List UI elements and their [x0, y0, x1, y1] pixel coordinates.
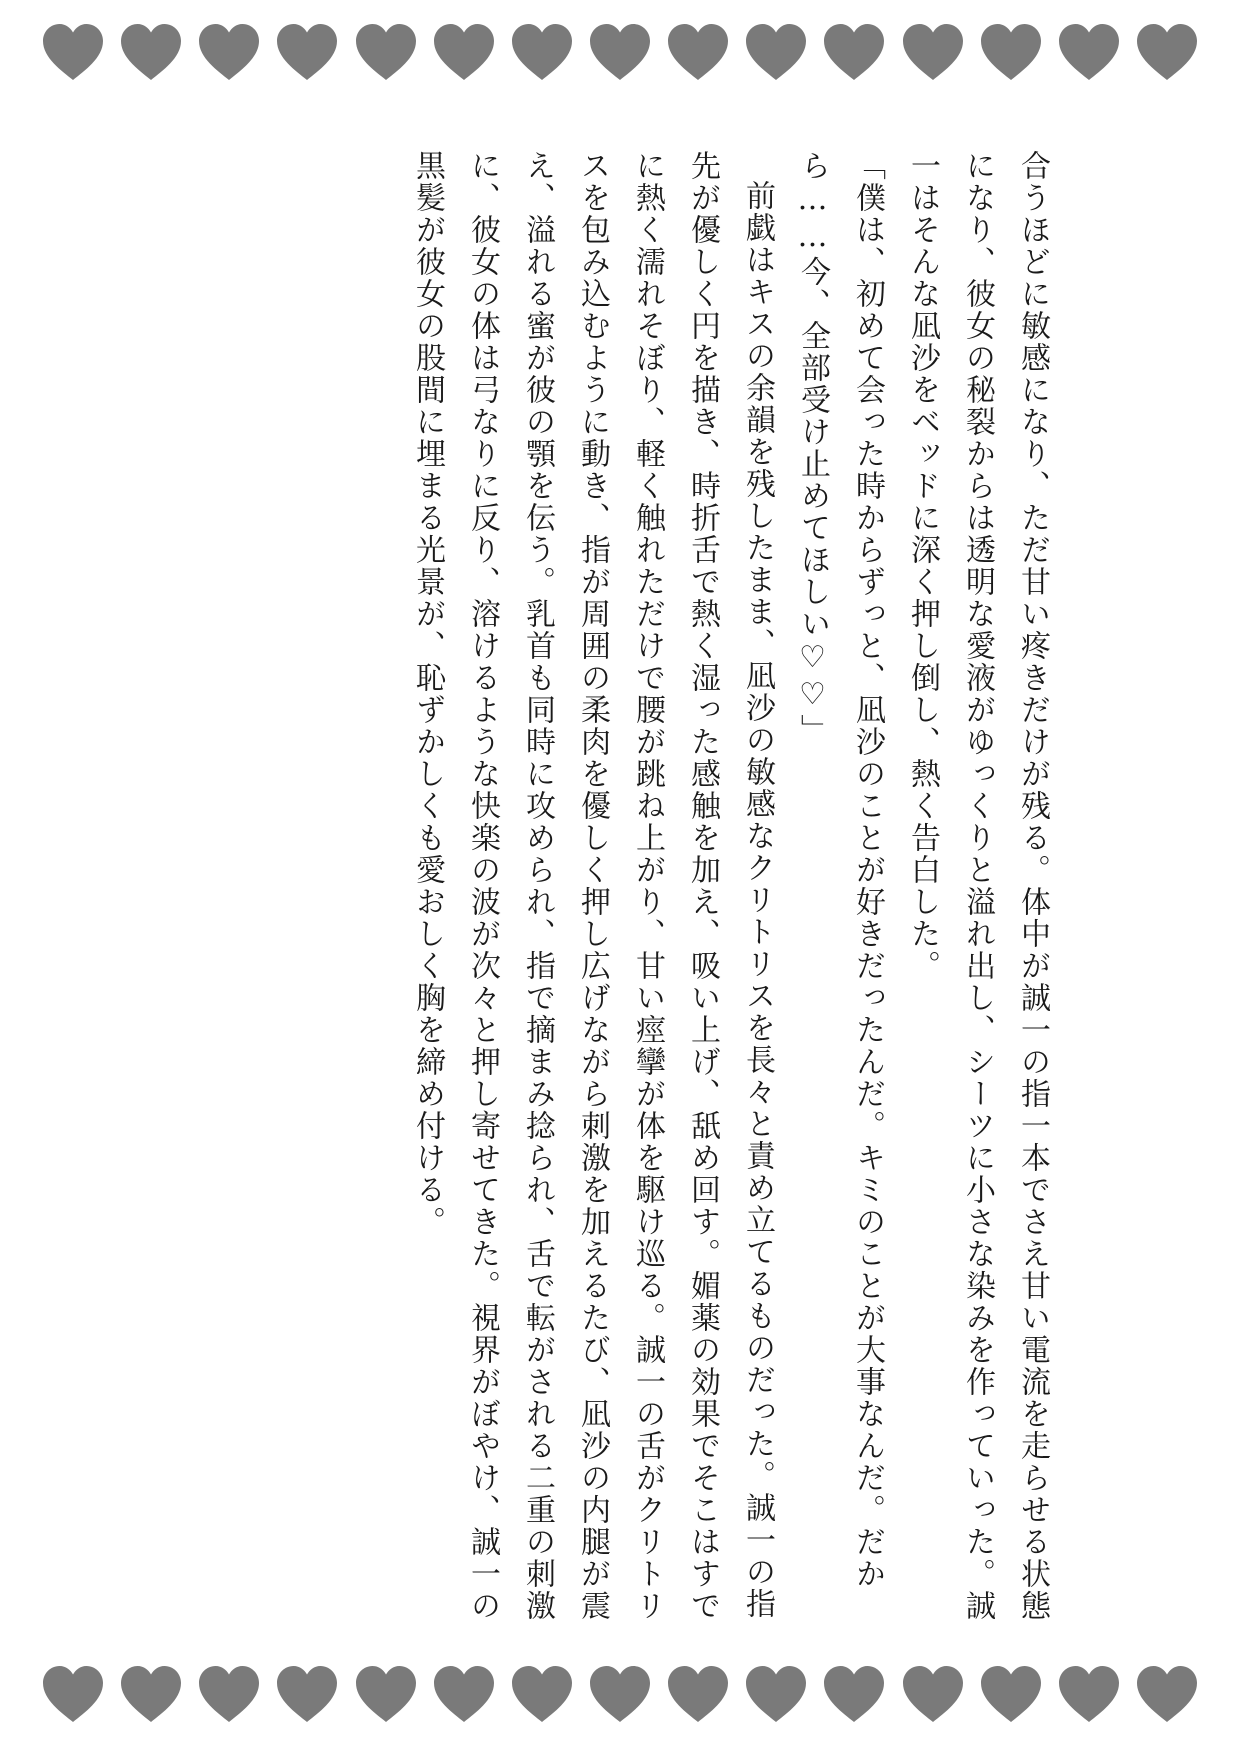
- bottom-heart-border: [40, 1662, 1200, 1726]
- heart-icon: [900, 1664, 966, 1724]
- heart-icon: [431, 22, 497, 82]
- heart-icon: [353, 1664, 419, 1724]
- heart-icon: [274, 22, 340, 82]
- heart-icon: [196, 1664, 262, 1724]
- vertical-text-body: [220, 150, 1060, 1630]
- heart-icon: [1056, 1664, 1122, 1724]
- heart-icon: [665, 1664, 731, 1724]
- heart-icon: [587, 1664, 653, 1724]
- heart-icon: [743, 22, 809, 82]
- heart-icon: [978, 1664, 1044, 1724]
- heart-icon: [274, 1664, 340, 1724]
- heart-icon: [978, 22, 1044, 82]
- heart-icon: [1134, 1664, 1200, 1724]
- heart-icon: [118, 22, 184, 82]
- heart-icon: [40, 22, 106, 82]
- heart-icon: [509, 22, 575, 82]
- paragraph-3: 前戯はキスの余韻を残したまま、凪沙の敏感なクリトリスを長々と責め立てるものだった。誠一の指先が優しく円を描き、時折舌で熱く湿った感触を加え、吸い上げ、舐め回す。媚薬の効果でそこはすでに熱く濡れそぼり、軽く触れただけで腰が跳ね上がり、甘い痙攣が体を駆け巡る。誠一の舌がクリトリスを包み込むように動き、指が周囲の柔肉を優しく押し広げながら刺激を加えるたび、凪沙の内腿が震え、溢れる蜜が彼の顎を伝う。乳首も同時に攻められ、指で摘まみ捻られ、舌で転がされる二重の刺激に、彼女の体は弓なりに反り、溶けるような快楽の波が次々と押し寄せてきた。視界がぼやけ、誠一の黒髪が彼女の股間に埋まる光景が、恥ずかしくも愛おしく胸を締め付ける。: [410, 150, 775, 1622]
- heart-icon: [821, 1664, 887, 1724]
- paragraph-2-dialogue: 「僕は、初めて会った時からずっと、凪沙のことが好きだったんだ。キミのことが大事なんだ。だから……今、全部受け止めてほしい♡♡」: [795, 150, 885, 1590]
- paragraph-1: 合うほどに敏感になり、ただ甘い疼きだけが残る。体中が誠一の指一本でさえ甘い電流を走らせる状態になり、彼女の秘裂からは透明な愛液がゆっくりと溢れ出し、シーツに小さな染みを作っていった。誠一はそんな凪沙をベッドに深く押し倒し、熱く告白した。: [905, 150, 1050, 1622]
- heart-icon: [1056, 22, 1122, 82]
- heart-icon: [821, 22, 887, 82]
- heart-icon: [118, 1664, 184, 1724]
- heart-icon: [196, 22, 262, 82]
- heart-icon: [431, 1664, 497, 1724]
- heart-icon: [587, 22, 653, 82]
- heart-icon: [40, 1664, 106, 1724]
- heart-icon: [353, 22, 419, 82]
- top-heart-border: [40, 20, 1200, 84]
- heart-icon: [900, 22, 966, 82]
- heart-icon: [743, 1664, 809, 1724]
- heart-icon: [1134, 22, 1200, 82]
- heart-icon: [665, 22, 731, 82]
- heart-icon: [509, 1664, 575, 1724]
